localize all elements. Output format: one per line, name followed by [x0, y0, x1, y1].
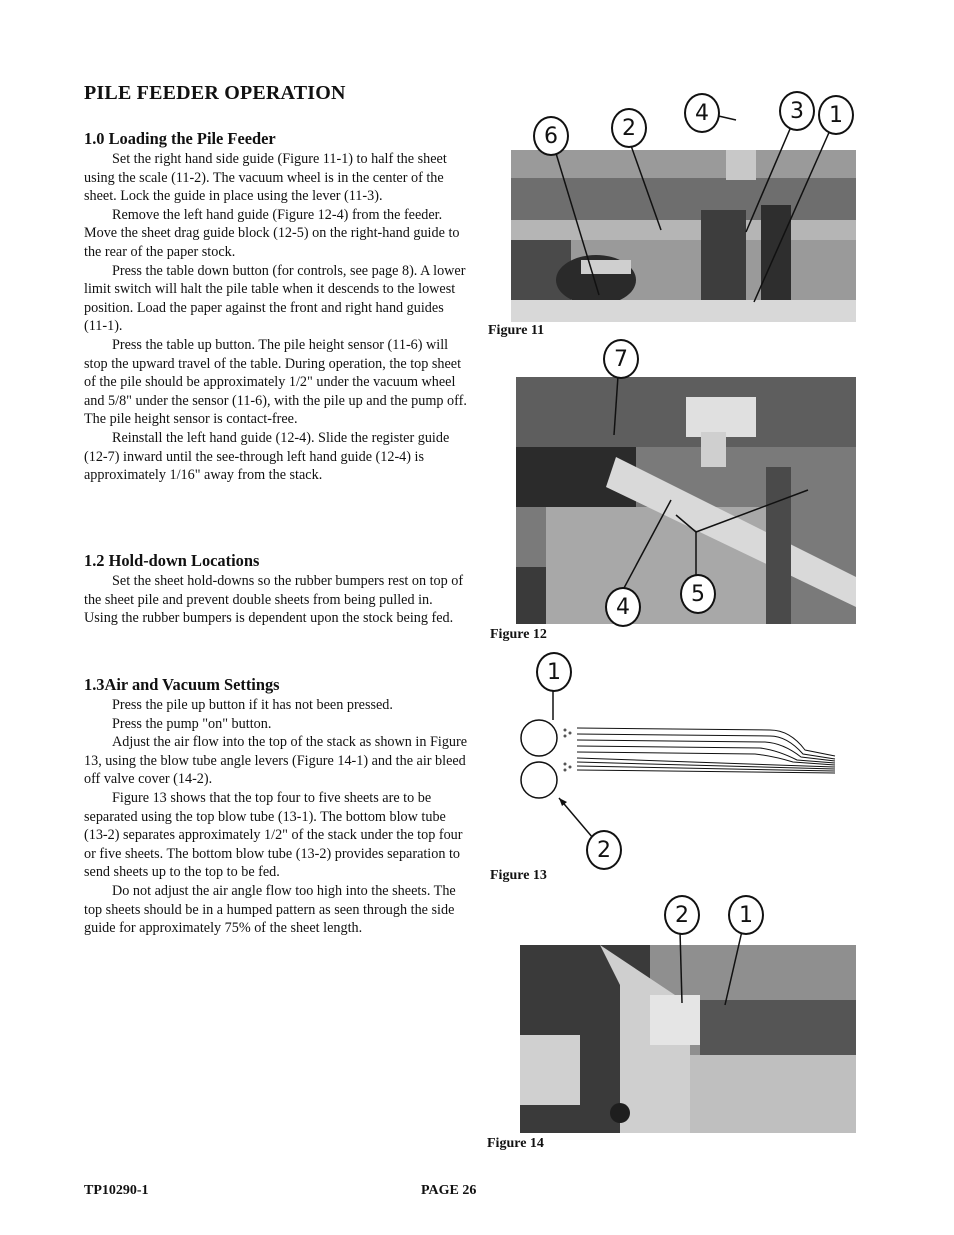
figure-13-caption: Figure 13	[490, 868, 547, 883]
callout-4: 4	[684, 93, 720, 133]
paragraph: Figure 13 shows that the top four to five sheets are to be separated using the top blow tube (13-1). The bottom blow tube (13-2) separates approximately 1/2" of the stack under the top four or five sheets. The bottom blow tube (13-2) provides separation to send sheets up to the top to be fed.	[84, 789, 463, 881]
figure-12-caption: Figure 12	[490, 627, 547, 642]
section-air-vacuum-settings	[84, 675, 468, 938]
paragraph: Do not adjust the air angle flow too high into the sheets. The top sheets should be in a humped pattern as seen through the side guide for approximately 75% of the sheet length.	[84, 882, 456, 937]
paragraph: Press the table down button (for controls, see page 8). A lower limit switch will halt the pile table when it descends to the lowest position. Load the paper against the front and right hand guides (11-1).	[84, 262, 466, 335]
paragraph: Set the sheet hold-downs so the rubber bumpers rest on top of the sheet pile and prevent double sheets from being pulled in. Using the rubber bumpers is dependent upon the stock being fed.	[84, 573, 464, 627]
callout-3: 3	[779, 91, 815, 131]
figure-11-caption: Figure 11	[488, 323, 545, 338]
callout-1: 1	[728, 895, 764, 935]
callout-7: 7	[603, 339, 639, 379]
callout-5: 5	[680, 574, 716, 614]
footer-page-number: PAGE 26	[421, 1183, 477, 1198]
paragraph: Set the right hand side guide (Figure 11-1) to half the sheet using the scale (11-2). The vacuum wheel is in the center of the sheet. Lock the guide in place using the lever (11-3).	[84, 151, 447, 205]
figure-14-caption: Figure 14	[487, 1136, 544, 1151]
callout-1: 1	[536, 652, 572, 692]
paragraph: Remove the left hand guide (Figure 12-4) from the feeder. Move the sheet drag guide block (12-5) on the right-hand guide to the rear of the paper stock.	[84, 206, 460, 260]
section-hold-down-locations	[84, 551, 468, 628]
section-heading: 1.0 Loading the Pile Feeder	[84, 129, 276, 148]
callout-4: 4	[605, 587, 641, 627]
footer-doc-number: TP10290-1	[84, 1183, 149, 1198]
callout-2: 2	[611, 108, 647, 148]
page-title: PILE FEEDER OPERATION	[84, 82, 346, 104]
paragraph: Press the pump "on" button.	[112, 715, 272, 732]
paragraph: Reinstall the left hand guide (12-4). Slide the register guide (12-7) inward until the see-through left hand guide (12-4) is approximately 1/16" away from the stack.	[84, 429, 450, 484]
paragraph: Press the pile up button if it has not been pressed.	[112, 697, 393, 713]
callout-6: 6	[533, 116, 569, 156]
paragraph: Adjust the air flow into the top of the stack as shown in Figure 13, using the blow tube angle levers (Figure 14-1) and the air bleed off valve cover (14-2).	[84, 734, 468, 788]
callout-2: 2	[664, 895, 700, 935]
section-heading: 1.2 Hold-down Locations	[84, 551, 260, 570]
section-loading-pile-feeder	[84, 129, 468, 485]
callout-2: 2	[586, 830, 622, 870]
section-heading: 1.3Air and Vacuum Settings	[84, 675, 280, 694]
callout-1: 1	[818, 95, 854, 135]
paragraph: Press the table up button. The pile height sensor (11-6) will stop the upward travel of the table. During operation, the top sheet of the pile should be approximately 1/2" under the vacuum wheel and 5/8" under the sensor (11-6), with the pile up and the pump off. The pile height sensor is contact-free.	[84, 336, 467, 428]
